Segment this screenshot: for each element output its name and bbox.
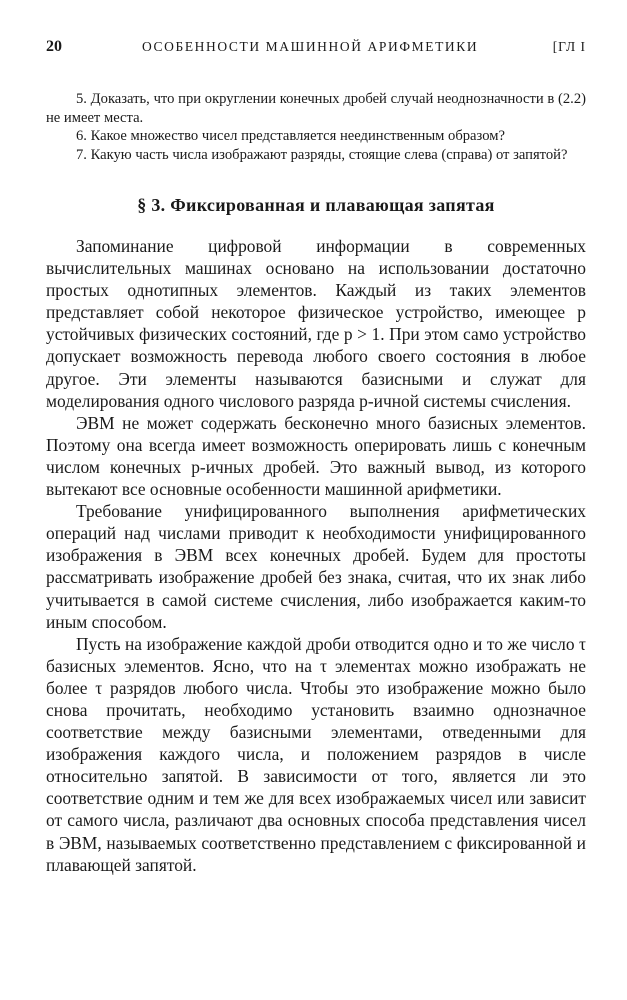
paragraph: ЭВМ не может содержать бесконечно много базисных элементов. Поэтому она всегда имеет возможность оперировать лишь с конечным числом конечных p-ичных дробей. Это важный вывод, из которого вытекают все основные особенности машинной арифметики.: [46, 412, 586, 500]
exercise-list: [46, 90, 586, 164]
exercise-item: 6. Какое множество чисел представляется неединственным образом?: [76, 128, 505, 144]
running-title: ОСОБЕННОСТИ МАШИННОЙ АРИФМЕТИКИ: [142, 39, 479, 54]
section-title: § 3. Фиксированная и плавающая запятая: [137, 195, 495, 215]
section-body: [46, 235, 586, 876]
exercise-item: 5. Доказать, что при округлении конечных дробей случай неоднозначности в (2.2) не имеет места.: [46, 91, 586, 126]
page-header: [46, 38, 586, 62]
exercise-item: 7. Какую часть числа изображают разряды, стоящие слева (справа) от запятой?: [76, 146, 568, 163]
paragraph: Требование унифицированного выполнения арифметических операций над числами приводит к необходимости унифицированного изображения в ЭВМ всех конечных дробей. Будем для простоты рассматривать изображение дробей без знака, считая, что их знак либо учитывается в самой системе счисления, либо изображается каким-то иным способом.: [46, 501, 586, 632]
page-number: 20: [46, 38, 62, 55]
paragraph: Пусть на изображение каждой дроби отводится одно и то же число τ базисных элементов. Ясно, что на τ элементах можно изображать не более τ разрядов любого числа. Чтобы это изображение можно было снова прочитать, необходимо установить взаимно однозначное соответствие между базисными элементами, отведенными для изображения каждого числа, и положением разрядов в числе относительно запятой. В зависимости от того, является ли это соответствие одним и тем же для всех изображаемых чисел или зависит от самого числа, различают два основных способа представления чисел в ЭВМ, называемых соответственно представлением с фиксированной и плавающей запятой.: [46, 633, 586, 875]
chapter-reference: [ГЛ I: [552, 39, 586, 54]
paragraph: Запоминание цифровой информации в современных вычислительных машинах основано на использовании достаточно простых однотипных элементов. Каждый из таких элементов представляет собой некоторое физическое устройство, имеющее p устойчивых физических состояний, где p > 1. При этом само устройство допускает возможность перевода любого своего состояния в любое другое. Эти элементы называются базисными и служат для моделирования одного числового разряда p-ичной системы счисления.: [46, 236, 586, 411]
